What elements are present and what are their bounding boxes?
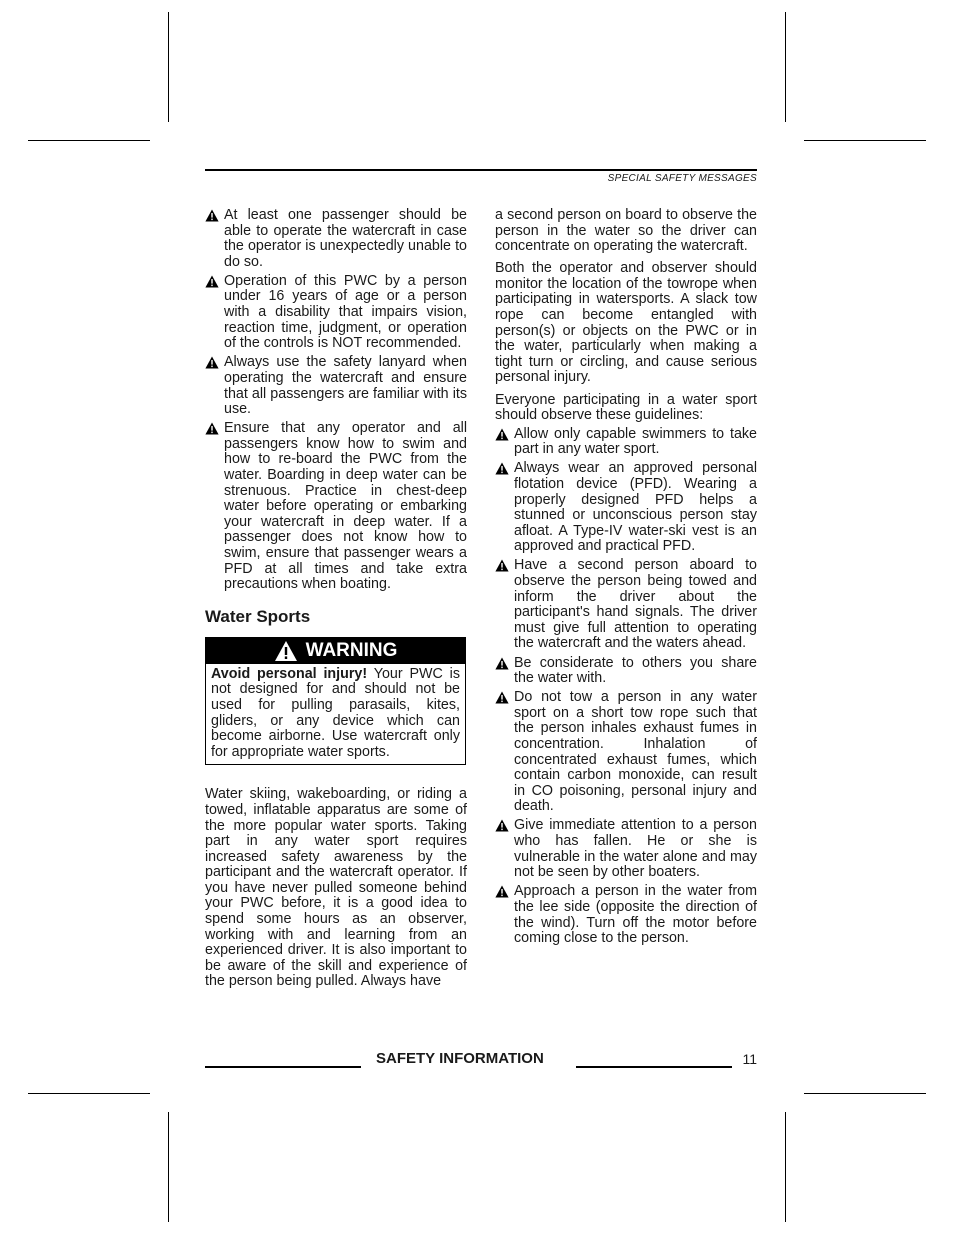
bullet-text: Ensure that any operator and all passengers know how to swim and how to re-board the PWC from the water. Boarding in deep water can be strenuous. Practice in chest-deep water before operating or embarking your watercraft in deep water. If a passenger does not know how to swim, ensure that passenger wears a PFD at all times and take extra precautions when boating. [224, 420, 467, 593]
warning-header [206, 638, 465, 664]
list-item [495, 656, 757, 687]
footer-rule [576, 1066, 732, 1068]
crop-mark [785, 12, 786, 122]
crop-mark [168, 12, 169, 122]
section-heading: Water Sports [205, 606, 311, 626]
warning-label: WARNING [305, 639, 398, 661]
warning-text: Your PWC is not designed for and should not be used for pulling parasails, kites, gliders, or any device which can become airborne. Use watercraft only for appropriate water sports. [211, 665, 461, 760]
crop-mark [168, 1112, 169, 1222]
bullet-text: Always wear an approved personal flotation device (PFD). Wearing a properly designed PFD helps a stunned or unconscious person stay afloat. A Type-IV water-ski vest is an approved and practical PFD. [514, 460, 757, 555]
warning-triangle-icon [495, 462, 509, 475]
bullet-text: Have a second person aboard to observe the person being towed and inform the driver about the participant's hand signals. The driver must give full attention to operating the watercraft and the waters ahead. [514, 557, 757, 652]
crop-mark [804, 1093, 926, 1094]
page-number: 11 [742, 1051, 757, 1067]
list-item [205, 355, 467, 417]
warning-triangle-icon [495, 691, 509, 704]
footer-rule [205, 1066, 361, 1068]
list-item [495, 690, 757, 815]
warning-triangle-icon [205, 275, 219, 288]
page-footer [205, 1050, 757, 1070]
crop-mark [785, 1112, 786, 1222]
bullet-text: Allow only capable swimmers to take part in any water sport. [514, 425, 757, 458]
body-paragraph: Everyone participating in a water sport should observe these guidelines: [495, 391, 757, 424]
bullet-text: Be considerate to others you share the water with. [514, 654, 757, 687]
crop-mark [28, 140, 150, 141]
bullet-text: At least one passenger should be able to operate the watercraft in case the operator is unexpectedly unable to do so. [224, 207, 467, 270]
bullet-text: Operation of this PWC by a person under 16 years of age or a person with a disability that impairs vision, reaction time, judgment, or operation of the controls is NOT recommended. [224, 272, 467, 352]
list-item [205, 421, 467, 593]
warning-box [205, 637, 466, 766]
warning-triangle-icon [205, 422, 219, 435]
warning-triangle-icon [495, 819, 509, 832]
running-head: SPECIAL SAFETY MESSAGES [607, 173, 757, 184]
right-column [495, 208, 757, 950]
warning-triangle-icon [495, 559, 509, 572]
body-paragraph: a second person on board to observe the person in the water so the driver can concentrate on operating the watercraft. [495, 207, 757, 255]
warning-triangle-icon [274, 640, 298, 662]
warning-triangle-icon [495, 885, 509, 898]
list-item [495, 427, 757, 458]
bullet-text: Give immediate attention to a person who has fallen. He or she is vulnerable in the water alone and may not be seen by other boaters. [514, 817, 757, 881]
crop-mark [28, 1093, 150, 1094]
bullet-text: Approach a person in the water from the lee side (opposite the direction of the wind). Turn off the motor before coming close to the person. [514, 883, 757, 947]
bullet-text: Do not tow a person in any water sport on a short tow rope such that the person inhales exhaust fumes in concentration. Inhalation of concentrated exhaust fumes, which contain carbon monoxide, can result in CO poisoning, personal injury and death. [514, 689, 757, 815]
list-item [205, 274, 467, 352]
warning-triangle-icon [495, 428, 509, 441]
left-column [205, 208, 467, 997]
bullet-text: Always use the safety lanyard when operating the watercraft and ensure that all passengers are familiar with its use. [224, 354, 467, 418]
warning-body [206, 664, 465, 765]
warning-lead: Avoid personal injury! [211, 665, 368, 682]
left-bullet-list [205, 208, 467, 593]
footer-title: SAFETY INFORMATION [376, 1050, 544, 1067]
list-item [495, 461, 757, 555]
warning-triangle-icon [495, 657, 509, 670]
right-bullet-list [495, 427, 757, 947]
list-item [495, 884, 757, 946]
crop-mark [804, 140, 926, 141]
list-item [495, 558, 757, 652]
header-rule [205, 169, 757, 171]
warning-triangle-icon [205, 356, 219, 369]
list-item [205, 208, 467, 270]
body-paragraph: Water skiing, wakeboarding, or riding a towed, inflatable apparatus are some of the more popular water sports. Taking part in any water sport requires increased safety awareness by the participant and the watercraft operator. If you have never pulled someone behind your PWC before, it is a good idea to spend some hours as an observer, working with and learning from an experienced driver. It is also important to be aware of the skill and experience of the person being pulled. Always have [205, 786, 467, 990]
body-paragraph: Both the operator and observer should monitor the location of the towrope when participating in watersports. A slack tow rope can become entangled with person(s) or objects on the PWC or in the water, particularly when making a tight turn or circling, and cause serious personal injury. [495, 260, 757, 386]
warning-triangle-icon [205, 209, 219, 222]
list-item [495, 818, 757, 880]
